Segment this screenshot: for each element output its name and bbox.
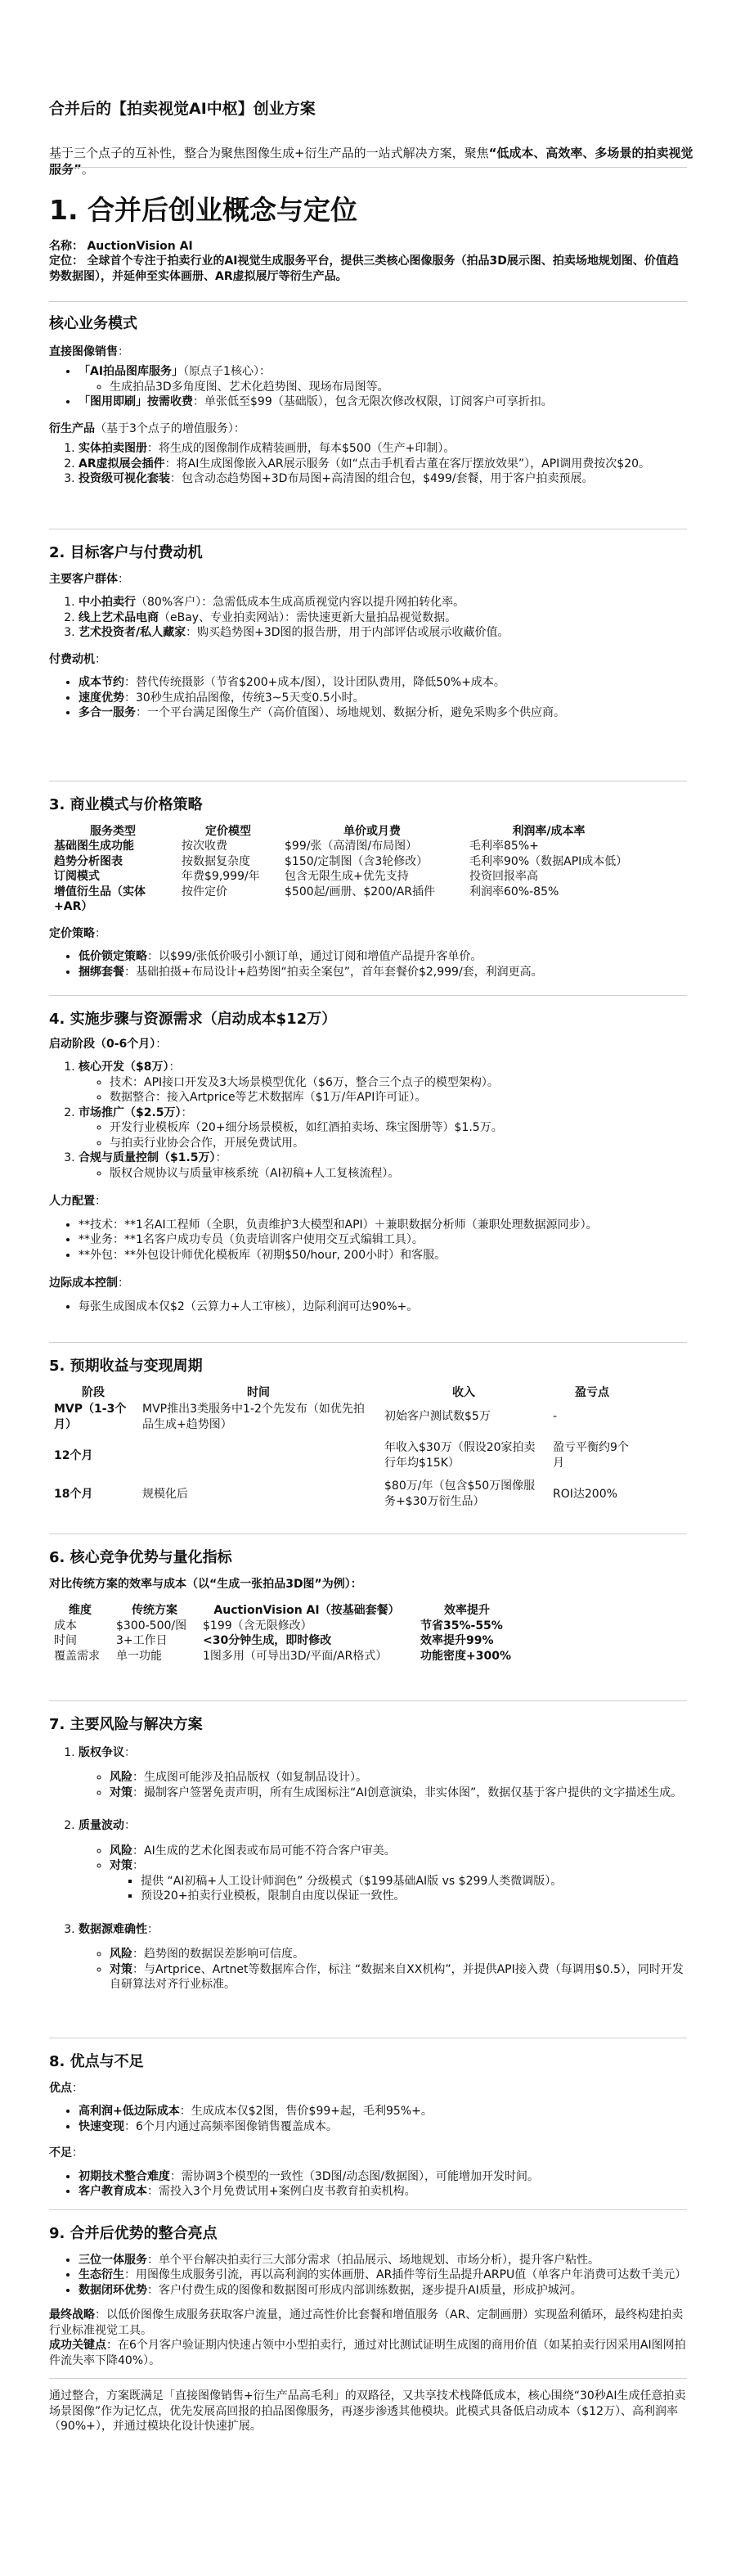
item-text: ：生成成本仅$2图，售价$99+起，毛利95%+。 bbox=[179, 2105, 433, 2119]
section-2 bbox=[49, 529, 687, 721]
column-header: 服务类型 bbox=[90, 825, 136, 838]
derivative-title: 衍生产品 bbox=[49, 421, 95, 435]
item-bold: 生态衍生 bbox=[79, 2268, 124, 2282]
risk-list bbox=[49, 1745, 687, 1993]
item-bold: 版权争议 bbox=[79, 1746, 124, 1759]
sub-list bbox=[79, 1075, 687, 1106]
table-row bbox=[49, 1633, 518, 1648]
motivation-title: 付费动机 bbox=[49, 652, 95, 666]
list-item: • 每张生成图成本仅$2（云算力+人工审核），边际利润可达90%+。 bbox=[79, 1299, 687, 1314]
section-9 bbox=[49, 2209, 687, 2434]
column-header: 阶段 bbox=[82, 1386, 105, 1399]
section-2-title: 2. 目标客户与付费动机 bbox=[49, 544, 203, 561]
name-label: 名称： bbox=[49, 240, 83, 253]
table-cell: 效率提升99% bbox=[420, 1634, 494, 1648]
list-item: ◦ 技术：API接口开发及3大场景模型优化（$6万，整合三个点子的模型架构）。 bbox=[110, 1075, 687, 1090]
list-item bbox=[79, 441, 687, 456]
item-bold: 线上艺术品电商 bbox=[79, 610, 159, 624]
item-text: ： bbox=[215, 1151, 227, 1165]
item-bold: 低价锁定策略 bbox=[79, 950, 147, 964]
marginal-cost-heading bbox=[49, 1276, 687, 1290]
table-cell: 3+工作日 bbox=[116, 1634, 168, 1648]
list-item bbox=[79, 457, 687, 471]
pricing-strategy-heading bbox=[49, 926, 687, 941]
list-item bbox=[79, 2268, 687, 2282]
table-cell: 覆盖需求 bbox=[54, 1649, 100, 1663]
table-row bbox=[49, 1649, 518, 1664]
list-item: ◦ 与拍卖行业协会合作，开展免费试用。 bbox=[110, 1136, 687, 1151]
list-item bbox=[79, 965, 687, 980]
column-header: AuctionVision AI（按基础套餐） bbox=[213, 1604, 400, 1618]
item-text: ：需协调3个模型的一致性（3D图/动态图/数据图），可能增加开发时间。 bbox=[170, 2169, 540, 2183]
section-8-title: 8. 优点与不足 bbox=[49, 2053, 144, 2070]
derivative-note: （基于3个点子的增值服务）： bbox=[95, 421, 245, 435]
item-bold: 风险 bbox=[110, 1844, 132, 1858]
colon: ： bbox=[95, 652, 106, 666]
item-text: （原点子1核心）： bbox=[183, 365, 271, 379]
list-item bbox=[79, 2169, 687, 2184]
list-item bbox=[79, 2283, 687, 2298]
table-header-row bbox=[49, 824, 633, 839]
highlights-list bbox=[49, 2253, 687, 2298]
table-row bbox=[49, 869, 633, 884]
item-text: ：与Artprice、Artnet等数据库合作，标注 “数据来自XX机构”，并提供API接入费（每调用$0.5），同时开发自研算法对齐行业标准。 bbox=[110, 1962, 684, 1992]
item-text: ：30秒生成拍品图像，传统3~5天变0.5小时。 bbox=[124, 691, 365, 705]
item-bold: 客户教育成本 bbox=[79, 2185, 147, 2199]
advantages-title: 优点 bbox=[49, 2082, 72, 2095]
document-title: 合并后的【拍卖视觉AI中枢】创业方案 bbox=[49, 100, 316, 118]
item-bold: 数据闭环优势 bbox=[79, 2283, 147, 2297]
table-cell bbox=[137, 1432, 379, 1470]
item-bold: 三位一体服务 bbox=[79, 2254, 147, 2267]
item-bold: 「图用即刷」按需收费 bbox=[79, 395, 193, 409]
customers-list bbox=[49, 595, 687, 640]
item-text: ：需投入3个月免费试用+案例白皮书教育拍卖机构。 bbox=[147, 2185, 416, 2199]
list-item bbox=[79, 705, 687, 720]
sub-list bbox=[79, 380, 687, 394]
table-cell: 按次收费 bbox=[182, 840, 227, 853]
section-5-title: 5. 预期收益与变现周期 bbox=[49, 1358, 203, 1375]
table-cell: 成本 bbox=[54, 1619, 77, 1633]
staffing-heading bbox=[49, 1194, 687, 1209]
divider bbox=[49, 995, 687, 996]
table-row bbox=[49, 839, 633, 853]
colon: ： bbox=[118, 1277, 129, 1290]
colon: ： bbox=[124, 1819, 136, 1833]
table-cell: 初始客户测试数$5万 bbox=[384, 1409, 491, 1423]
section-1-title: 1. 合并后创业概念与定位 bbox=[49, 194, 357, 226]
item-text: ：AI生成的艺术化图表或布局可能不符合客户审美。 bbox=[132, 1844, 396, 1858]
table-cell: 年费$9,999/年 bbox=[182, 870, 260, 884]
list-item bbox=[79, 364, 687, 394]
table-cell: 趋势分析图表 bbox=[54, 854, 123, 868]
item-bold: 中小拍卖行 bbox=[79, 596, 136, 610]
table-cell: 12个月 bbox=[54, 1448, 93, 1462]
section-7-title: 7. 主要风险与解决方案 bbox=[49, 1716, 203, 1733]
colon: ： bbox=[124, 1746, 136, 1759]
section-3 bbox=[49, 781, 687, 980]
item-text: ：购买趋势图+3D图的报告册，用于内部评估或展示收藏价值。 bbox=[186, 626, 509, 640]
customers-heading bbox=[49, 572, 687, 587]
startup-list bbox=[49, 1060, 687, 1181]
item-text: ：撮制客户签署免责声明，所有生成图标注“AI创意演染，非实体图”，数据仅基于客户提供的文字描述生成。 bbox=[132, 1786, 683, 1799]
startup-title: 启动阶段（0-6个月） bbox=[49, 1038, 156, 1051]
list-item: • **外包：**外包设计师优化模板库（初期$50/hour, 200小时）和客服。 bbox=[79, 1248, 687, 1263]
colon: ： bbox=[118, 573, 129, 586]
final-strategy bbox=[49, 2308, 687, 2338]
table-cell: $80万/年（包含$50万图像服务+$30万衍生品） bbox=[384, 1479, 536, 1508]
table-cell: 投资回报率高 bbox=[469, 870, 538, 884]
table-cell: 规模化后 bbox=[142, 1487, 188, 1501]
table-cell: 盈亏平衡约9个月 bbox=[553, 1441, 629, 1470]
table-cell: $300-500/图 bbox=[116, 1619, 187, 1633]
core-business-title: 核心业务模式 bbox=[49, 315, 137, 332]
list-item: ◦ 开发行业模板库（20+细分场景模板，如红酒拍卖场、珠宝图册等）$1.5万。 bbox=[110, 1120, 687, 1135]
table-cell: 毛利率85%+ bbox=[469, 840, 539, 853]
advantages-list bbox=[49, 2104, 687, 2134]
list-item bbox=[110, 1844, 687, 1858]
column-header: 利润率/成本率 bbox=[512, 825, 586, 838]
table-cell: 订阅模式 bbox=[54, 870, 100, 884]
core-business-block bbox=[49, 301, 687, 487]
list-item bbox=[79, 610, 687, 625]
item-bold: 风险 bbox=[110, 1948, 132, 1961]
item-text: ：单张低至$99（基础版），包含无限次修改权限，订阅客户可享折扣。 bbox=[193, 395, 553, 409]
table-cell: <30分钟生成，即时修改 bbox=[203, 1634, 332, 1648]
motivation-list bbox=[49, 675, 687, 720]
table-cell: 基础图生成功能 bbox=[54, 840, 134, 853]
customers-title: 主要客户群体 bbox=[49, 573, 118, 586]
item-bold: 艺术投资者/私人藏家 bbox=[79, 626, 186, 640]
motivation-heading bbox=[49, 652, 687, 667]
success-keys-label: 成功关键点 bbox=[49, 2339, 106, 2353]
section-4 bbox=[49, 995, 687, 1314]
divider bbox=[49, 2209, 687, 2210]
item-bold: 实体拍卖图册 bbox=[79, 442, 147, 456]
item-bold: 「AI拍品图库服务」 bbox=[79, 365, 184, 379]
table-cell: 1图多用（可导出3D/平面/AR格式） bbox=[203, 1649, 388, 1663]
item-bold: AR虚拟展会插件 bbox=[79, 457, 165, 471]
item-bold: 对策 bbox=[110, 1859, 132, 1873]
table-cell: - bbox=[553, 1409, 558, 1423]
table-cell: $150/定制图（含3轮修改） bbox=[285, 854, 429, 868]
pricing-strategy-title: 定价策略 bbox=[49, 926, 95, 940]
item-bold: 速度优势 bbox=[79, 691, 124, 705]
disadvantages-heading bbox=[49, 2146, 687, 2160]
section-4-title: 4. 实施步骤与资源需求（启动成本$12万） bbox=[49, 1011, 337, 1028]
item-text: （eBay、专业拍卖网站）：需快速更新大量拍品视觉数据。 bbox=[159, 610, 457, 624]
table-row bbox=[49, 1619, 518, 1633]
derivative-list bbox=[49, 441, 687, 486]
table-cell: 时间 bbox=[54, 1634, 77, 1648]
derivative-heading bbox=[49, 421, 687, 436]
table-row bbox=[49, 1470, 636, 1509]
colon: ： bbox=[118, 345, 129, 358]
item-text: ：单个平台解决拍卖行三大部分需求（拍品展示、场地规划、市场分析），提升客户粘性。 bbox=[147, 2254, 599, 2267]
table-header-row bbox=[49, 1385, 636, 1400]
item-text: ：基础拍摄+布局设计+趋势图“拍卖全案包”，首年套餐价$2,999/套，利润更高。 bbox=[124, 965, 543, 979]
name-value: AuctionVision AI bbox=[87, 240, 193, 253]
table-row bbox=[49, 854, 633, 869]
column-header: 传统方案 bbox=[132, 1604, 177, 1618]
list-item: ◦ 数据整合：接入Artprice等艺术数据库（$1万/年API许可证）。 bbox=[110, 1090, 687, 1105]
section-6-title: 6. 核心竞争优势与量化指标 bbox=[49, 1549, 232, 1566]
item-bold: 核心开发（$8万） bbox=[79, 1061, 169, 1074]
colon: ： bbox=[95, 926, 106, 940]
column-header: 定价模型 bbox=[205, 825, 251, 838]
table-cell: 按数据复杂度 bbox=[182, 854, 250, 868]
comparison-title: 对比传统方案的效率与成本（以“生成一张拍品3D图”为例）： bbox=[49, 1578, 362, 1591]
list-item bbox=[79, 1922, 687, 1993]
pricing-table bbox=[49, 824, 633, 915]
column-header: 单价或月费 bbox=[343, 825, 401, 838]
table-cell: 毛利率90%（数据API成本低） bbox=[469, 854, 628, 868]
item-bold: 质量波动 bbox=[79, 1819, 124, 1833]
list-item: ◦ 版权合规协议与质量审核系统（AI初稿+人工复核流程）。 bbox=[110, 1166, 687, 1181]
advantages-heading bbox=[49, 2081, 687, 2096]
item-bold: 高利润+低边际成本 bbox=[79, 2105, 180, 2119]
column-header: 效率提升 bbox=[444, 1604, 490, 1618]
staffing-list bbox=[49, 1218, 687, 1263]
item-text: ：趋势图的数据误差影响可信度。 bbox=[132, 1948, 304, 1961]
item-bold: 多合一服务 bbox=[79, 706, 136, 720]
sub-list bbox=[79, 1166, 687, 1181]
item-bold: 捆绑套餐 bbox=[79, 965, 124, 979]
list-item: • **技术：**1名AI工程师（全职，负责维护3大模型和API）＋兼职数据分析师（兼职处理数据源同步）。 bbox=[79, 1218, 687, 1232]
intro-emphasis: “低成本、高效率、多场景的拍卖视觉服务” bbox=[49, 146, 693, 178]
item-bold: 初期技术整合难度 bbox=[79, 2169, 170, 2183]
list-item bbox=[79, 1818, 687, 1903]
section-3-title: 3. 商业模式与价格策略 bbox=[49, 796, 203, 813]
item-text: ： bbox=[168, 1061, 181, 1074]
list-item bbox=[110, 1786, 687, 1800]
divider bbox=[49, 301, 687, 302]
table-cell: $500起/画册、$200/AR插件 bbox=[285, 885, 435, 898]
positioning-value: 全球首个专注于拍卖行业的AI视觉生成服务平台，提供三类核心图像服务（拍品3D展示图、拍卖场地规划图、价值趋势数据图），并延伸至实体画册、AR虚拟展厅等衍生产品。 bbox=[49, 254, 679, 283]
sub-list bbox=[79, 1770, 687, 1800]
marginal-cost-list bbox=[49, 1299, 687, 1314]
direct-sales-title: 直接图像销售 bbox=[49, 345, 118, 358]
table-cell: ROI达200% bbox=[553, 1487, 617, 1501]
column-header: 收入 bbox=[452, 1386, 475, 1399]
direct-sales-heading bbox=[49, 345, 687, 359]
sub-list bbox=[79, 1844, 687, 1904]
list-item bbox=[79, 471, 687, 486]
disadvantages-list bbox=[49, 2169, 687, 2200]
list-item bbox=[79, 1745, 687, 1800]
direct-sales-list bbox=[49, 364, 687, 409]
item-bold: 快速变现 bbox=[79, 2119, 124, 2133]
item-bold: 数据源难确性 bbox=[79, 1922, 147, 1936]
table-cell: $199（含无限修改） bbox=[203, 1619, 312, 1633]
colon: ： bbox=[95, 1195, 106, 1209]
section-5 bbox=[49, 1342, 687, 1509]
item-text: ：包含动态趋势图+3D布局图+高清图的组合包，$499/套餐，用于客户拍卖预展。 bbox=[170, 472, 594, 486]
item-text: ：以$99/张低价吸引小额订单，通过订阅和增值产品提升客单价。 bbox=[147, 950, 482, 964]
list-item bbox=[79, 1106, 687, 1151]
item-text: ：一个平台满足图像生产（高价值图）、场地规划、数据分析，避免采购多个供应商。 bbox=[136, 706, 565, 720]
item-bold: 市场推广（$2.5万） bbox=[79, 1106, 182, 1119]
list-item bbox=[79, 2184, 687, 2199]
list-item bbox=[79, 675, 687, 690]
table-cell: 18个月 bbox=[54, 1487, 93, 1501]
list-item bbox=[79, 2104, 687, 2119]
list-item bbox=[110, 1962, 687, 1993]
item-bold: 对策 bbox=[110, 1786, 132, 1799]
closing-paragraph: 通过整合，方案既满足「直接图像销售+衍生产品高毛利」的双路径，又共享技术栈降低成本，核心围绕“30秒AI生成任意拍卖场景图像”作为记忆点，优先发展高回报的拍品图像服务，再逐步渗透其他模块。此模式具备低启动成本（$12万）、高利润率（90%+），并通过模块化设计快速扩展。 bbox=[49, 2389, 686, 2434]
list-item bbox=[79, 1151, 687, 1181]
list-item: ◦ 生成拍品3D多角度图、艺术化趋势图、现场布局图等。 bbox=[110, 380, 687, 394]
divider bbox=[49, 1342, 687, 1343]
list-item bbox=[79, 625, 687, 640]
sub-list bbox=[79, 1120, 687, 1151]
staffing-title: 人力配置 bbox=[49, 1195, 95, 1209]
table-cell: 功能密度+300% bbox=[420, 1649, 511, 1663]
positioning-label: 定位： bbox=[49, 254, 83, 268]
startup-heading bbox=[49, 1037, 687, 1052]
table-row bbox=[49, 1432, 636, 1470]
final-strategy-text: ：以低价图像生成服务获取客户流量，通过高性价比套餐和增值服务（AR、定制画册）实现盈利循环，最终构建拍卖行业标准视觉工具。 bbox=[49, 2308, 684, 2337]
section-8 bbox=[49, 2038, 687, 2200]
pricing-strategy-list bbox=[49, 949, 687, 980]
list-item bbox=[110, 1770, 687, 1785]
table-cell: 单一功能 bbox=[116, 1649, 162, 1663]
list-item bbox=[79, 2119, 687, 2134]
section-7 bbox=[49, 1700, 687, 1993]
divider bbox=[49, 1533, 687, 1534]
comparison-table bbox=[49, 1603, 518, 1664]
list-item: ▪ 提供 “AI初稿+人工设计师润色” 分级模式（$199基础AI版 vs $299人类微调版）。 bbox=[141, 1874, 687, 1889]
column-header: 时间 bbox=[247, 1386, 270, 1399]
colon: ： bbox=[72, 2082, 83, 2095]
colon: ： bbox=[155, 1038, 168, 1051]
colon: ： bbox=[72, 2146, 83, 2160]
table-cell: 增值衍生品（实体+AR） bbox=[54, 885, 146, 914]
list-item bbox=[79, 1060, 687, 1105]
table-cell: 按件定价 bbox=[182, 885, 227, 898]
table-header-row bbox=[49, 1603, 518, 1618]
column-header: 盈亏点 bbox=[575, 1386, 609, 1399]
item-bold: 成本节约 bbox=[79, 676, 124, 690]
table-cell: 年收入$30万（假设20家拍卖行年均$15K） bbox=[384, 1441, 536, 1470]
table-cell: 包含无限生成+优先支持 bbox=[285, 870, 409, 884]
list-item bbox=[110, 1947, 687, 1961]
list-item bbox=[79, 394, 687, 409]
disadvantages-title: 不足 bbox=[49, 2146, 72, 2160]
intro-end: 。 bbox=[81, 162, 94, 178]
divider bbox=[49, 167, 687, 168]
intro-text: 基于三个点子的互补性，整合为聚焦图像生成+衍生产品的一站式解决方案，聚焦 bbox=[49, 146, 489, 160]
success-keys-text: ：在6个月客户验证期内快速占领中小型拍卖行，通过对比测试证明生成图的商用价值（如某拍卖行因采用AI图网拍件流失率下降40%）。 bbox=[49, 2339, 686, 2367]
item-text: ：替代传统摄影（节省$200+成本/图），设计团队费用，降低50%+成本。 bbox=[124, 676, 505, 690]
item-text: （80%客户）：急需低成本生成高质视觉内容以提升网拍转化率。 bbox=[136, 596, 465, 610]
sub-sub-list bbox=[110, 1874, 687, 1904]
item-text: ：用图像生成服务引流，再以高利润的实体画册、AR插件等衍生品提升ARPU值（单客户年消费可达数千美元） bbox=[124, 2268, 687, 2282]
sub-list bbox=[79, 1947, 687, 1992]
positioning-line bbox=[49, 254, 687, 284]
table-row bbox=[49, 885, 633, 915]
section-6 bbox=[49, 1533, 687, 1664]
item-bold: 对策 bbox=[110, 1962, 132, 1976]
divider bbox=[49, 1700, 687, 1701]
revenue-table bbox=[49, 1385, 636, 1509]
product-name-line bbox=[49, 239, 687, 254]
item-text: ：将AI生成图像嵌入AR展示服务（如“点击手机看古董在客厅摆放效果”），API调用费按次$20。 bbox=[164, 457, 651, 471]
column-header: 维度 bbox=[69, 1604, 92, 1618]
table-cell: 利润率60%-85% bbox=[469, 885, 559, 898]
list-item bbox=[79, 949, 687, 964]
item-text: ：将生成的图像制作成精装画册，每本$500（生产+印制）。 bbox=[147, 442, 456, 456]
section-1 bbox=[49, 167, 687, 284]
list-item bbox=[79, 2253, 687, 2268]
list-item: ▪ 预设20+拍卖行业模板，限制自由度以保证一致性。 bbox=[141, 1889, 687, 1903]
table-cell: MVP推出3类服务中1-2个先发布（如优先拍品生成+趋势图） bbox=[142, 1403, 365, 1431]
divider bbox=[49, 2378, 687, 2379]
marginal-cost-title: 边际成本控制 bbox=[49, 1277, 118, 1290]
table-cell: 节省35%-55% bbox=[420, 1619, 503, 1633]
colon: ： bbox=[147, 1922, 159, 1936]
table-cell: $99/张（高清图/布局图） bbox=[285, 840, 418, 853]
item-text: ： bbox=[132, 1859, 144, 1873]
item-text: ：6个月内通过高频率图像销售覆盖成本。 bbox=[124, 2119, 338, 2133]
final-strategy-label: 最终战略 bbox=[49, 2308, 95, 2322]
item-bold: 投资级可视化套装 bbox=[79, 472, 170, 486]
item-bold: 合规与质量控制（$1.5万） bbox=[79, 1151, 216, 1165]
success-keys bbox=[49, 2338, 687, 2368]
table-row bbox=[49, 1400, 636, 1432]
list-item bbox=[79, 691, 687, 705]
list-item: • **业务：**1名客户成功专员（负责培训客户使用交互式编辑工具）。 bbox=[79, 1232, 687, 1247]
list-item bbox=[110, 1858, 687, 1903]
item-bold: 风险 bbox=[110, 1771, 132, 1785]
item-text: ：生成图可能涉及拍品版权（如复制品设计）。 bbox=[132, 1771, 367, 1785]
section-9-title: 9. 合并后优势的整合亮点 bbox=[49, 2225, 218, 2242]
item-text: ： bbox=[181, 1106, 193, 1119]
item-text: ：客户付费生成的图像和数据图可形成内部训练数据，逐步提升AI质量，形成护城河。 bbox=[147, 2283, 582, 2297]
list-item bbox=[79, 595, 687, 610]
table-cell: MVP（1-3个月） bbox=[54, 1403, 127, 1431]
